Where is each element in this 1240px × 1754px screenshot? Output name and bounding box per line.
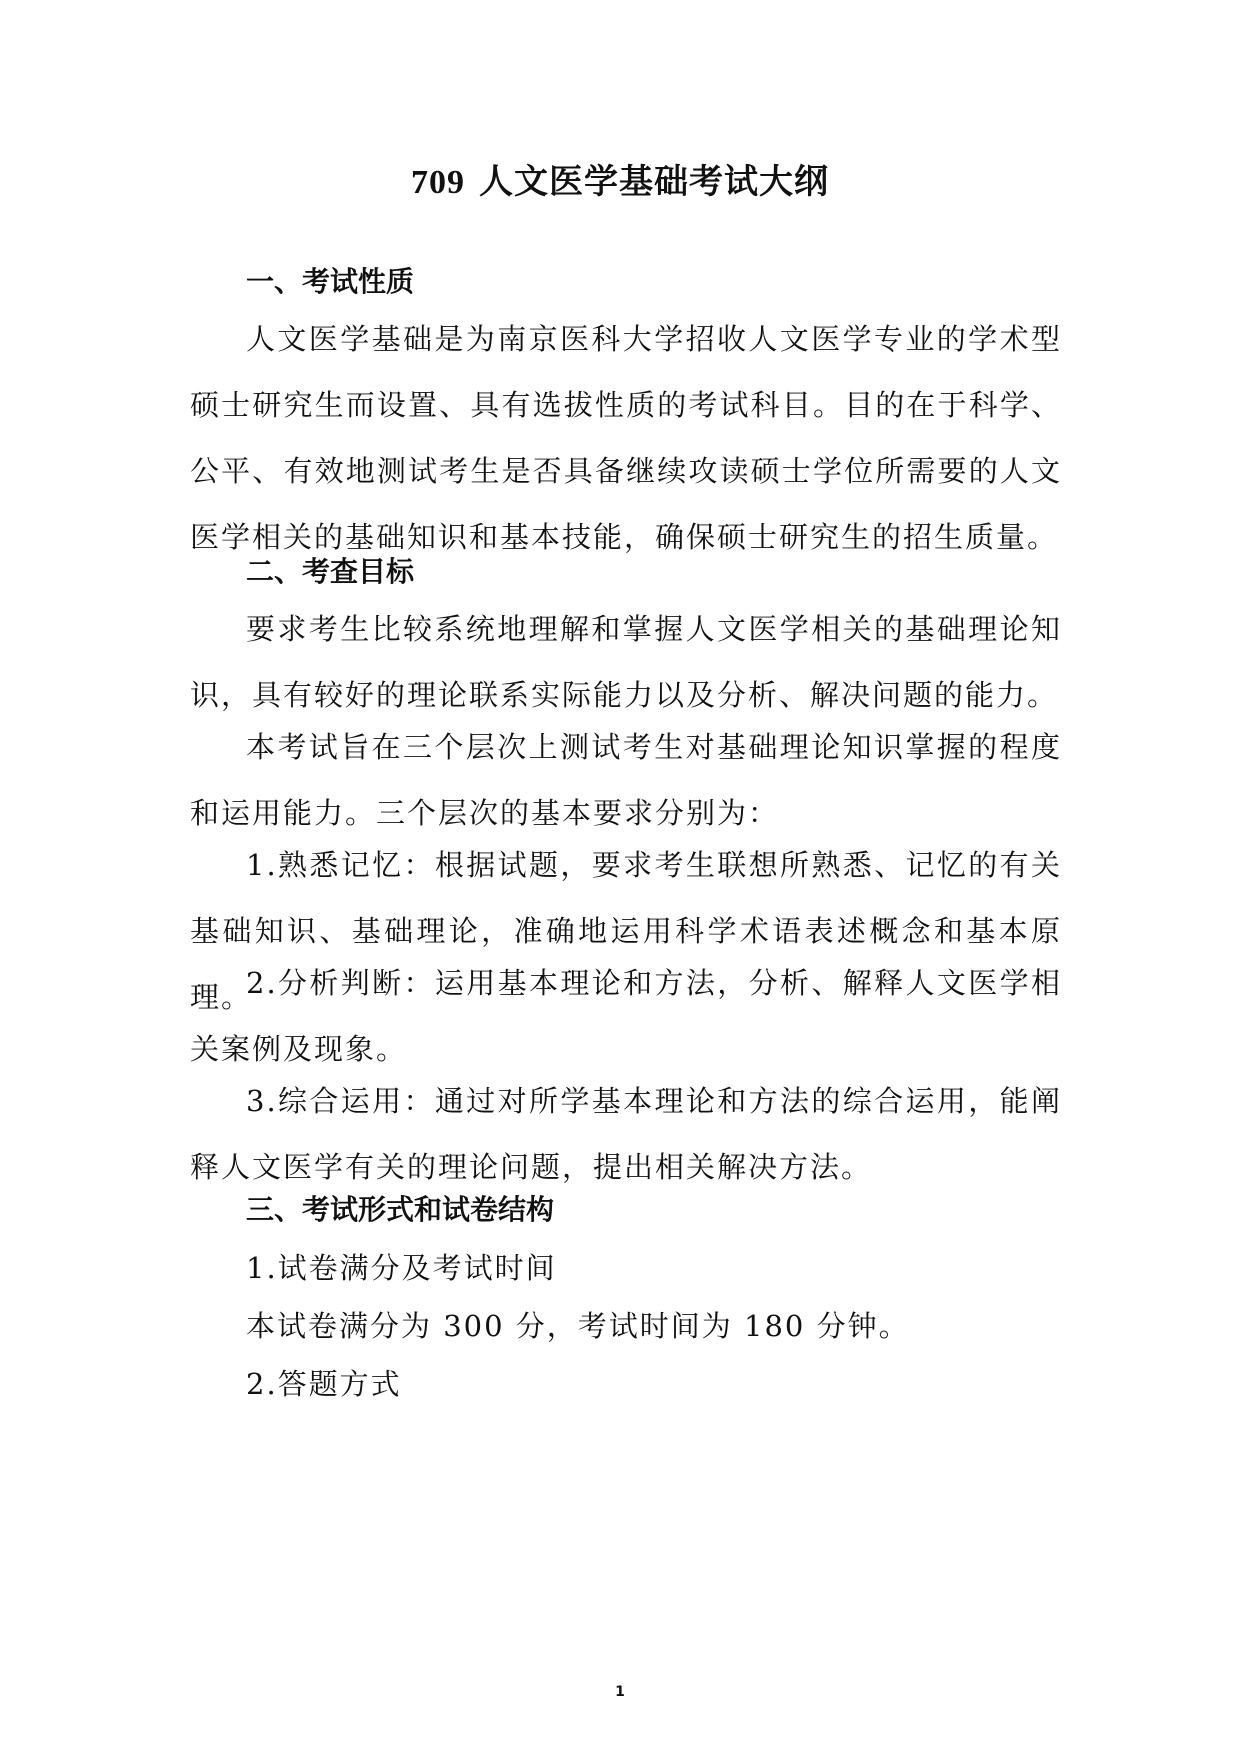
section-heading-exam-format: 三、考试形式和试卷结构: [246, 1193, 555, 1226]
list-item-analysis-judgment: 2.分析判断：运用基本理论和方法，分析、解释人文医学相关案例及现象。: [190, 966, 1062, 1066]
paragraph-objectives-2: 本考试旨在三个层次上测试考生对基础理论知识掌握的程度和运用能力。三个层次的基本要求分别为：: [190, 730, 1062, 830]
page-number: 1: [615, 1684, 625, 1700]
title-text: 人文医学基础考试大纲: [479, 162, 829, 202]
text-score-and-time: 本试卷满分为 300 分，考试时间为 180 分钟。: [246, 1309, 910, 1343]
list-item-comprehensive-use: 3.综合运用：通过对所学基本理论和方法的综合运用，能阐释人文医学有关的理论问题，提出相关解决方法。: [190, 1084, 1062, 1184]
document-title: [0, 158, 1240, 207]
title-number: 709: [411, 164, 465, 201]
subheading-score-and-time: 1.试卷满分及考试时间: [246, 1251, 557, 1285]
list-item-familiar-memory: 1.熟悉记忆：根据试题，要求考生联想所熟悉、记忆的有关基础知识、基础理论，准确地运用科学术语表述概念和基本原理。: [190, 848, 1062, 1014]
paragraph-exam-nature: 人文医学基础是为南京医科大学招收人文医学专业的学术型硕士研究生而设置、具有选拔性质的考试科目。目的在于科学、公平、有效地测试考生是否具备继续攻读硕士学位所需要的人文医学相关的基础知识和基本技能，确保硕士研究生的招生质量。: [190, 322, 1062, 554]
section-heading-exam-nature: 一、考试性质: [246, 265, 415, 298]
subheading-answer-method: 2.答题方式: [246, 1367, 402, 1401]
paragraph-objectives-1: 要求考生比较系统地理解和掌握人文医学相关的基础理论知识，具有较好的理论联系实际能力以及分析、解决问题的能力。: [190, 612, 1062, 712]
section-heading-exam-objectives: 二、考查目标: [246, 555, 415, 588]
